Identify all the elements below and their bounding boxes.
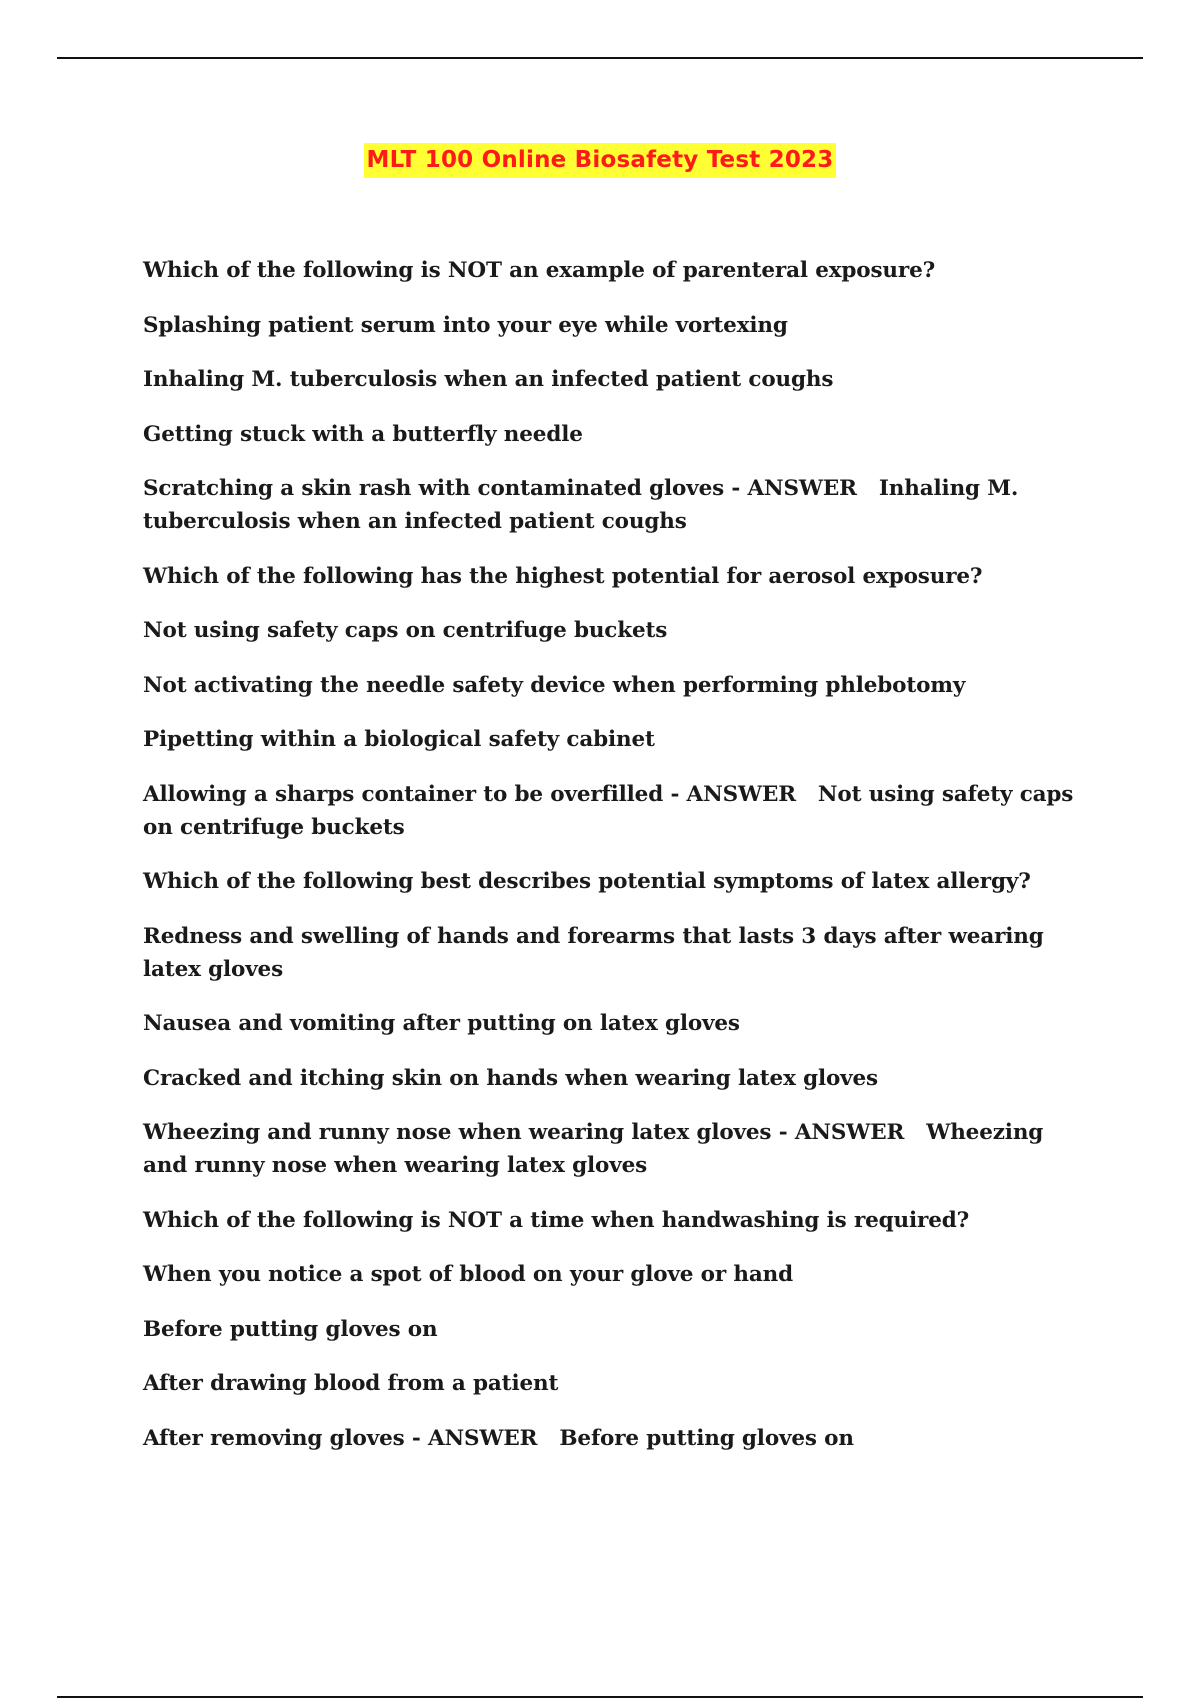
option-text: Inhaling M. tuberculosis when an infected patient coughs	[143, 367, 834, 392]
answer-label: - ANSWER	[411, 1425, 538, 1451]
answer-line	[143, 472, 1093, 538]
option-text: Before putting gloves on	[143, 1316, 438, 1342]
title-wrap	[0, 143, 1200, 178]
question-text: Which of the following has the highest potential for aerosol exposure?	[143, 563, 983, 589]
option-text: Allowing a sharps container to be overfilled	[143, 781, 664, 807]
option-text: After removing gloves	[143, 1425, 405, 1451]
top-rule	[57, 57, 1143, 59]
question-text: Which of the following best describes potential symptoms of latex allergy?	[143, 869, 1031, 894]
option-text: Cracked and itching skin on hands when wearing latex gloves	[143, 1065, 879, 1091]
answer-label: - ANSWER	[778, 1120, 905, 1145]
question-text: Which of the following is NOT an example of parenteral exposure?	[143, 258, 936, 283]
answer-text: Before putting gloves on	[559, 1425, 854, 1451]
answer-line	[143, 778, 1093, 844]
option-text: Redness and swelling of hands and forearms that lasts 3 days after wearing latex gloves	[143, 923, 1044, 982]
document-body	[143, 254, 1093, 1476]
answer-text: Not using safety caps on centrifuge buckets	[143, 781, 1074, 840]
option-text: Splashing patient serum into your eye while vortexing	[143, 312, 788, 338]
option-text: After drawing blood from a patient	[143, 1371, 559, 1396]
option-text: Pipetting within a biological safety cabinet	[143, 727, 655, 752]
bottom-rule	[57, 1696, 1143, 1698]
option-text: Nausea and vomiting after putting on latex gloves	[143, 1011, 740, 1036]
answer-label: - ANSWER	[670, 781, 796, 807]
answer-line	[143, 1422, 1093, 1455]
answer-text: Wheezing and runny nose when wearing latex gloves	[143, 1120, 1044, 1178]
option-text: When you notice a spot of blood on your glove or hand	[143, 1262, 793, 1287]
answer-line	[143, 1116, 1093, 1182]
option-text: Getting stuck with a butterfly needle	[143, 421, 583, 447]
answer-text: Inhaling M. tuberculosis when an infected patient coughs	[143, 476, 1019, 534]
answer-label: - ANSWER	[731, 476, 857, 501]
option-text: Not using safety caps on centrifuge buckets	[143, 618, 668, 643]
document-title: MLT 100 Online Biosafety Test 2023	[364, 143, 837, 178]
option-text: Wheezing and runny nose when wearing latex gloves	[143, 1120, 772, 1145]
option-text: Not activating the needle safety device when performing phlebotomy	[143, 672, 966, 698]
option-text: Scratching a skin rash with contaminated gloves	[143, 476, 725, 501]
question-text: Which of the following is NOT a time when handwashing is required?	[143, 1207, 970, 1233]
